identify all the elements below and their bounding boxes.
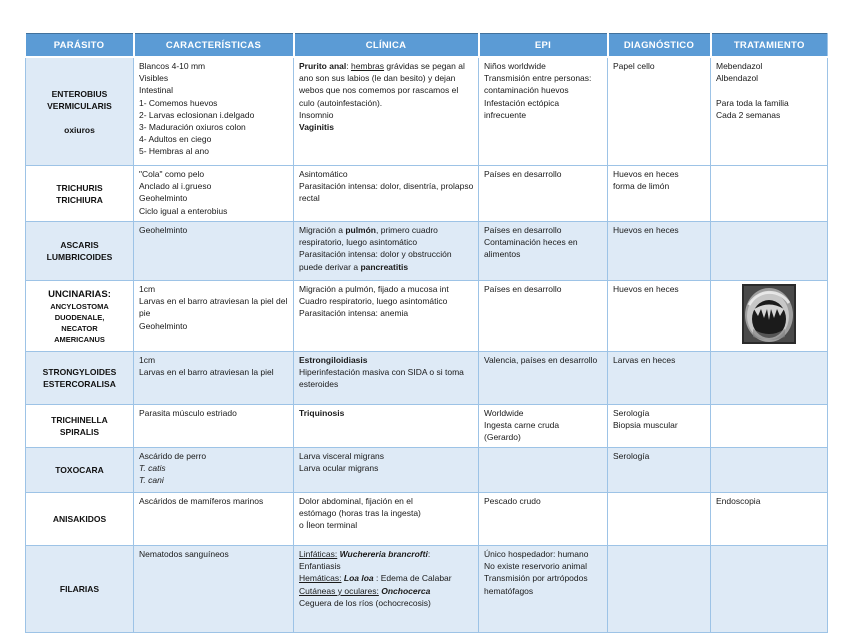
parasite-name-cell: TRICHURIS TRICHIURA — [26, 166, 134, 222]
table-cell-tratamiento — [711, 546, 828, 633]
table-cell-tratamiento — [711, 405, 828, 448]
table-row-trichuris — [26, 166, 828, 222]
table-cell-epi: Worldwide Ingesta carne cruda (Gerardo) — [479, 405, 608, 448]
table-cell-epi: Países en desarrollo Contaminación heces en alimentos — [479, 222, 608, 281]
parasite-name-cell: TOXOCARA — [26, 448, 134, 493]
table-cell-clinica: Dolor abdominal, fijación en el estómago (horas tras la ingesta) o Íleon terminal — [294, 493, 479, 546]
table-cell-diagnostico: Huevos en heces — [608, 281, 711, 352]
parasite-name-cell: UNCINARIAS: ANCYLOSTOMA DUODENALE, NECATOR AMERICANUS — [26, 281, 134, 352]
hookworm-mouth-image — [743, 285, 795, 343]
table-cell-diagnostico: Huevos en heces forma de limón — [608, 166, 711, 222]
table-cell-diagnostico: Serología — [608, 448, 711, 493]
table-cell-epi: Países en desarrollo — [479, 166, 608, 222]
header-row — [26, 34, 828, 58]
table-cell-clinica: Estrongiloidiasis Hiperinfestación masiva con SIDA o si toma esteroides — [294, 352, 479, 405]
table-row-filarias — [26, 546, 828, 633]
column-header-clinica: CLÍNICA — [294, 34, 479, 58]
table-cell-tratamiento — [711, 166, 828, 222]
table-cell-clinica: Linfáticas: Wuchereria brancrofti: Enfantiasis Hemáticas: Loa loa : Edema de Calabar Cutáneas y oculares: Onchocerca Ceguera de los ríos (ochocrecosis) — [294, 546, 479, 633]
parasite-name-cell: ENTEROBIUS VERMICULARIS oxiuros — [26, 57, 134, 166]
table-cell-diagnostico — [608, 493, 711, 546]
table-cell-epi — [479, 448, 608, 493]
table-cell-tratamiento — [711, 448, 828, 493]
table-cell-caracteristicas: Nematodos sanguíneos — [134, 546, 294, 633]
parasite-table — [25, 33, 828, 633]
table-cell-tratamiento: Endoscopia — [711, 493, 828, 546]
table-cell-caracteristicas: Geohelminto — [134, 222, 294, 281]
table-cell-caracteristicas: Blancos 4-10 mm Visibles Intestinal 1- Comemos huevos 2- Larvas eclosionan i.delgado 3- Maduración oxiuros colon 4- Adultos en ciego 5- Hembras al ano — [134, 57, 294, 166]
table-cell-caracteristicas: "Cola" como pelo Anclado al i.grueso Geohelminto Ciclo igual a enterobius — [134, 166, 294, 222]
parasite-name-cell: STRONGYLOIDES ESTERCORALISA — [26, 352, 134, 405]
table-cell-clinica: Triquinosis — [294, 405, 479, 448]
table-cell-epi: Niños worldwide Transmisión entre personas: contaminación huevos Infestación ectópica infrecuente — [479, 57, 608, 166]
table-cell-caracteristicas: Parasita músculo estriado — [134, 405, 294, 448]
parasite-name-cell: ASCARIS LUMBRICOIDES — [26, 222, 134, 281]
table-cell-clinica: Larva visceral migrans Larva ocular migrans — [294, 448, 479, 493]
table-body — [26, 57, 828, 633]
parasite-name-cell: TRICHINELLA SPIRALIS — [26, 405, 134, 448]
table-cell-caracteristicas: 1cm Larvas en el barro atraviesan la piel — [134, 352, 294, 405]
table-cell-tratamiento — [711, 222, 828, 281]
table-cell-tratamiento — [711, 352, 828, 405]
table-cell-epi: Valencia, países en desarrollo — [479, 352, 608, 405]
column-header-parasito: PARÁSITO — [26, 34, 134, 58]
column-header-caracteristicas: CARACTERÍSTICAS — [134, 34, 294, 58]
table-header — [26, 34, 828, 58]
table-row-uncinarias — [26, 281, 828, 352]
table-cell-clinica: Asintomático Parasitación intensa: dolor, disentría, prolapso rectal — [294, 166, 479, 222]
table-cell-epi: Único hospedador: humano No existe reservorio animal Transmisión por artrópodos hematófagos — [479, 546, 608, 633]
table-cell-diagnostico: Huevos en heces — [608, 222, 711, 281]
table-cell-tratamiento — [711, 281, 828, 352]
table-cell-caracteristicas: Ascáridos de mamíferos marinos — [134, 493, 294, 546]
column-header-epi: EPI — [479, 34, 608, 58]
table-row-anisakidos — [26, 493, 828, 546]
table-row-strongyloides — [26, 352, 828, 405]
table-cell-diagnostico: Serología Biopsia muscular — [608, 405, 711, 448]
table-cell-caracteristicas: 1cm Larvas en el barro atraviesan la piel del pie Geohelminto — [134, 281, 294, 352]
table-cell-clinica: Migración a pulmón, fijado a mucosa int Cuadro respiratorio, luego asintomático Parasitación intensa: anemia — [294, 281, 479, 352]
table-row-ascaris — [26, 222, 828, 281]
table-cell-clinica: Migración a pulmón, primero cuadro respiratorio, luego asintomático Parasitación intensa: dolor y obstrucción puede derivar a pancreatitis — [294, 222, 479, 281]
table-row-trichinella — [26, 405, 828, 448]
table-row-enterobius — [26, 57, 828, 166]
table-cell-diagnostico: Larvas en heces — [608, 352, 711, 405]
table-cell-diagnostico — [608, 546, 711, 633]
table-cell-epi: Pescado crudo — [479, 493, 608, 546]
table-cell-epi: Países en desarrollo — [479, 281, 608, 352]
table-cell-diagnostico: Papel cello — [608, 57, 711, 166]
table-cell-clinica: Prurito anal: hembras grávidas se pegan al ano son sus labios (le dan besito) y dejan webos que nos comemos por rascamos el culo (autoinfestación). Insomnio Vaginitis — [294, 57, 479, 166]
table-cell-tratamiento: Mebendazol Albendazol Para toda la familia Cada 2 semanas — [711, 57, 828, 166]
parasite-name-cell: ANISAKIDOS — [26, 493, 134, 546]
column-header-diagnostico: DIAGNÓSTICO — [608, 34, 711, 58]
parasite-name-cell: FILARIAS — [26, 546, 134, 633]
table-cell-caracteristicas: Ascárido de perro T. catis T. cani — [134, 448, 294, 493]
column-header-tratamiento: TRATAMIENTO — [711, 34, 828, 58]
table-row-toxocara — [26, 448, 828, 493]
